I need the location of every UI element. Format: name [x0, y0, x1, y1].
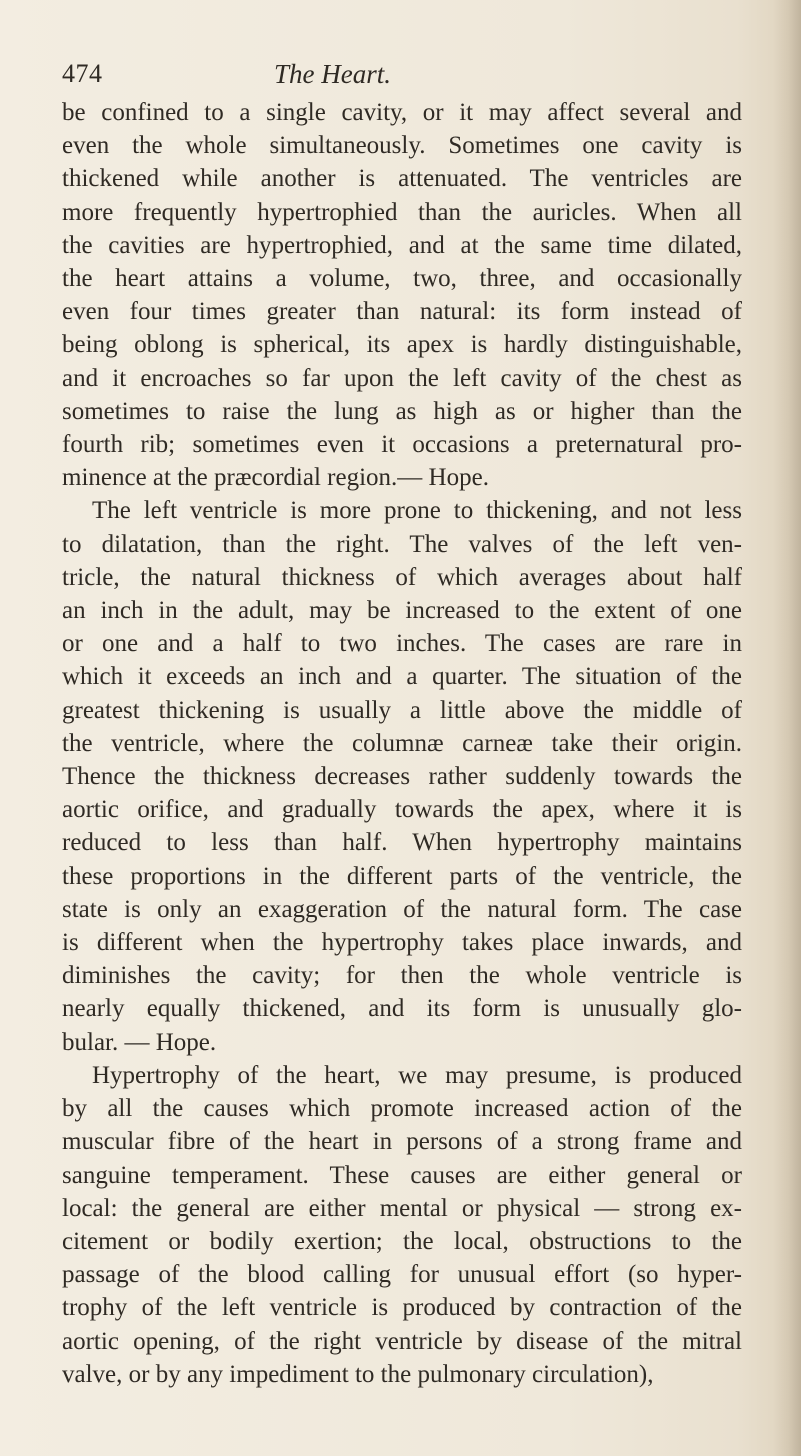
- text-line: trophy of the left ventricle is produced by contraction of the: [62, 1294, 742, 1322]
- text-line: more frequently hypertrophied than the auricles. When all: [62, 198, 742, 226]
- text-line: or one and a half to two inches. The cases are rare in: [62, 630, 742, 658]
- text-line: thickened while another is attenuated. The ventricles are: [62, 165, 742, 193]
- page-edge-shadow: [773, 0, 801, 1456]
- text-line: local: the general are either mental or physical — strong ex-: [62, 1194, 742, 1222]
- text-line: an inch in the adult, may be increased to the extent of one: [62, 597, 742, 625]
- text-line: greatest thickening is usually a little above the middle of: [62, 696, 742, 724]
- text-line: which it exceeds an inch and a quarter. The situation of the: [62, 663, 742, 691]
- text-line: these proportions in the different parts of the ventricle, the: [62, 862, 742, 890]
- text-line: aortic orifice, and gradually towards the apex, where it is: [62, 796, 742, 824]
- text-line: be confined to a single cavity, or it may affect several and: [62, 99, 742, 126]
- paragraph-1: [62, 96, 742, 494]
- paragraph-3: [62, 1059, 742, 1391]
- text-line: the heart attains a volume, two, three, and occasionally: [62, 265, 742, 293]
- body-text: [62, 96, 742, 1391]
- text-line: fourth rib; sometimes even it occasions a preternatural pro-: [62, 431, 742, 459]
- text-line: the ventricle, where the columnæ carneæ take their origin.: [62, 729, 742, 757]
- text-line: reduced to less than half. When hypertrophy maintains: [62, 829, 742, 857]
- text-line: The left ventricle is more prone to thickening, and not less: [92, 497, 742, 525]
- page-number: 474: [62, 59, 103, 88]
- text-line: aortic opening, of the right ventricle by disease of the mitral: [62, 1327, 742, 1355]
- text-line: Thence the thickness decreases rather suddenly towards the: [62, 763, 742, 791]
- text-line: passage of the blood calling for unusual effort (so hyper-: [62, 1261, 742, 1289]
- text-line: the cavities are hypertrophied, and at the same time dilated,: [62, 231, 742, 259]
- text-line: is different when the hypertrophy takes place inwards, and: [62, 929, 742, 957]
- page-header: [62, 57, 742, 91]
- text-line: state is only an exaggeration of the natural form. The case: [62, 895, 742, 923]
- text-line: sanguine temperament. These causes are either general or: [62, 1161, 742, 1189]
- text-line: sometimes to raise the lung as high as or higher than the: [62, 397, 742, 425]
- text-line: muscular fibre of the heart in persons of a strong frame and: [62, 1128, 742, 1156]
- text-line: diminishes the cavity; for then the whole ventricle is: [62, 962, 742, 990]
- text-line: valve, or by any impediment to the pulmonary circulation),: [62, 1360, 654, 1388]
- paragraph-2: [62, 494, 742, 1058]
- text-line: citement or bodily exertion; the local, obstructions to the: [62, 1227, 742, 1255]
- text-line: being oblong is spherical, its apex is hardly distinguishable,: [62, 331, 742, 359]
- running-title: The Heart.: [274, 59, 391, 89]
- text-line: tricle, the natural thickness of which averages about half: [62, 563, 742, 591]
- text-line: to dilatation, than the right. The valves of the left ven-: [62, 530, 742, 558]
- text-line: even the whole simultaneously. Sometimes one cavity is: [62, 132, 742, 160]
- text-line: nearly equally thickened, and its form is unusually glo-: [62, 995, 742, 1023]
- text-line: by all the causes which promote increased action of the: [62, 1095, 742, 1123]
- text-line: minence at the præcordial region.— Hope.: [62, 464, 489, 492]
- text-line: Hypertrophy of the heart, we may presume, is produced: [92, 1061, 742, 1089]
- text-line: even four times greater than natural: its form instead of: [62, 298, 742, 326]
- text-line: and it encroaches so far upon the left cavity of the chest as: [62, 364, 742, 392]
- text-line: bular. — Hope.: [62, 1028, 217, 1056]
